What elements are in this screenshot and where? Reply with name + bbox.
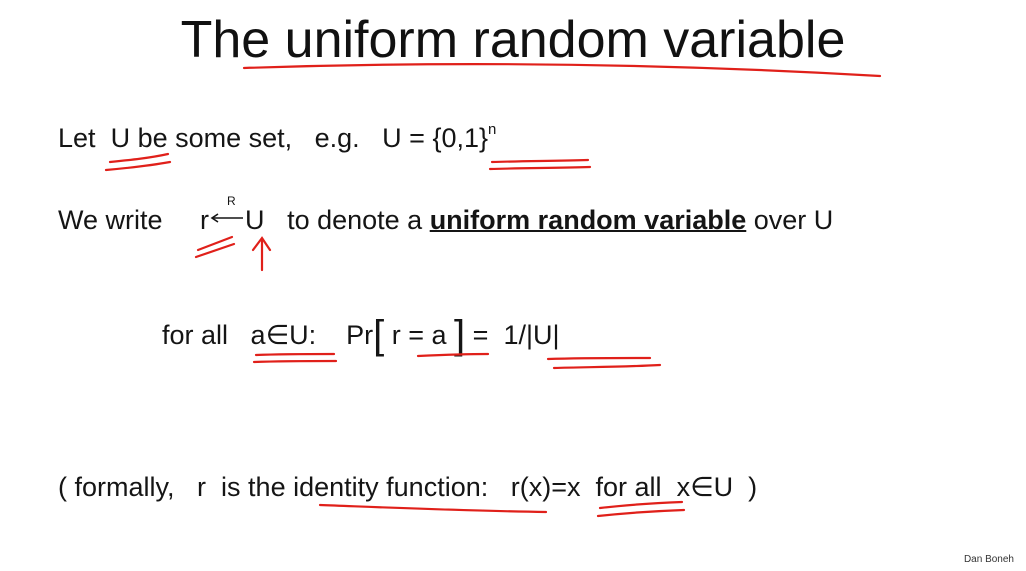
up-arrow-head bbox=[253, 238, 270, 250]
u-underline-2 bbox=[106, 162, 170, 170]
arrow-label: R bbox=[227, 194, 236, 208]
r-equals-a: r = a bbox=[391, 320, 447, 350]
definition-line-notation bbox=[58, 194, 834, 235]
we-write-text: We write bbox=[58, 205, 163, 235]
set-underline-2 bbox=[490, 167, 590, 169]
a-in-u: a∈U: bbox=[250, 320, 317, 350]
be-some-set-text: be some set, e.g. U = bbox=[130, 123, 433, 153]
equals-sign: = bbox=[465, 320, 496, 350]
close-paren: ) bbox=[748, 472, 758, 502]
close-bracket: ] bbox=[454, 313, 466, 357]
for-all-text-2: for all bbox=[595, 472, 662, 502]
a-in-u-underline-2 bbox=[254, 361, 336, 362]
is-the-text: is the bbox=[221, 472, 286, 502]
x-in-u: x∈U bbox=[676, 472, 734, 502]
prob-underline-2 bbox=[554, 365, 660, 368]
open-bracket: [ bbox=[373, 313, 385, 357]
slide-title: The uniform random variable bbox=[180, 11, 846, 69]
u-underline-1 bbox=[110, 154, 168, 162]
r-mark-1 bbox=[198, 237, 232, 250]
r-of-x-equation: r(x)=x bbox=[510, 472, 581, 502]
set-example: {0,1} bbox=[432, 123, 489, 153]
identity-function-text: identity function: bbox=[293, 472, 489, 502]
rx-underline-1 bbox=[600, 502, 682, 508]
variable-r-2: r bbox=[197, 472, 207, 502]
formal-definition-line bbox=[58, 474, 757, 501]
set-u-2: U bbox=[245, 205, 265, 235]
set-exponent: n bbox=[488, 121, 497, 138]
rx-underline-2 bbox=[598, 510, 684, 516]
left-arrow-icon bbox=[209, 213, 245, 223]
random-sample-arrow bbox=[209, 194, 245, 227]
identity-underline bbox=[320, 505, 546, 512]
probability-line bbox=[162, 315, 560, 355]
definition-line-set bbox=[58, 121, 497, 153]
pr-text: Pr bbox=[346, 320, 374, 350]
r-mark-2 bbox=[196, 244, 234, 257]
for-all-text: for all bbox=[162, 320, 229, 350]
uniform-rv-term: uniform random variable bbox=[429, 205, 747, 235]
variable-r: r bbox=[200, 205, 210, 235]
set-u: U bbox=[110, 123, 131, 153]
prob-underline-1 bbox=[548, 358, 650, 359]
probability-value: 1/|U| bbox=[503, 320, 560, 350]
let-text: Let bbox=[58, 123, 96, 153]
over-u-text: over U bbox=[746, 205, 834, 235]
author-credit: Dan Boneh bbox=[963, 554, 1014, 565]
formally-text: ( formally, bbox=[58, 472, 175, 502]
to-denote-text: to denote a bbox=[287, 205, 430, 235]
set-underline-1 bbox=[492, 160, 588, 162]
